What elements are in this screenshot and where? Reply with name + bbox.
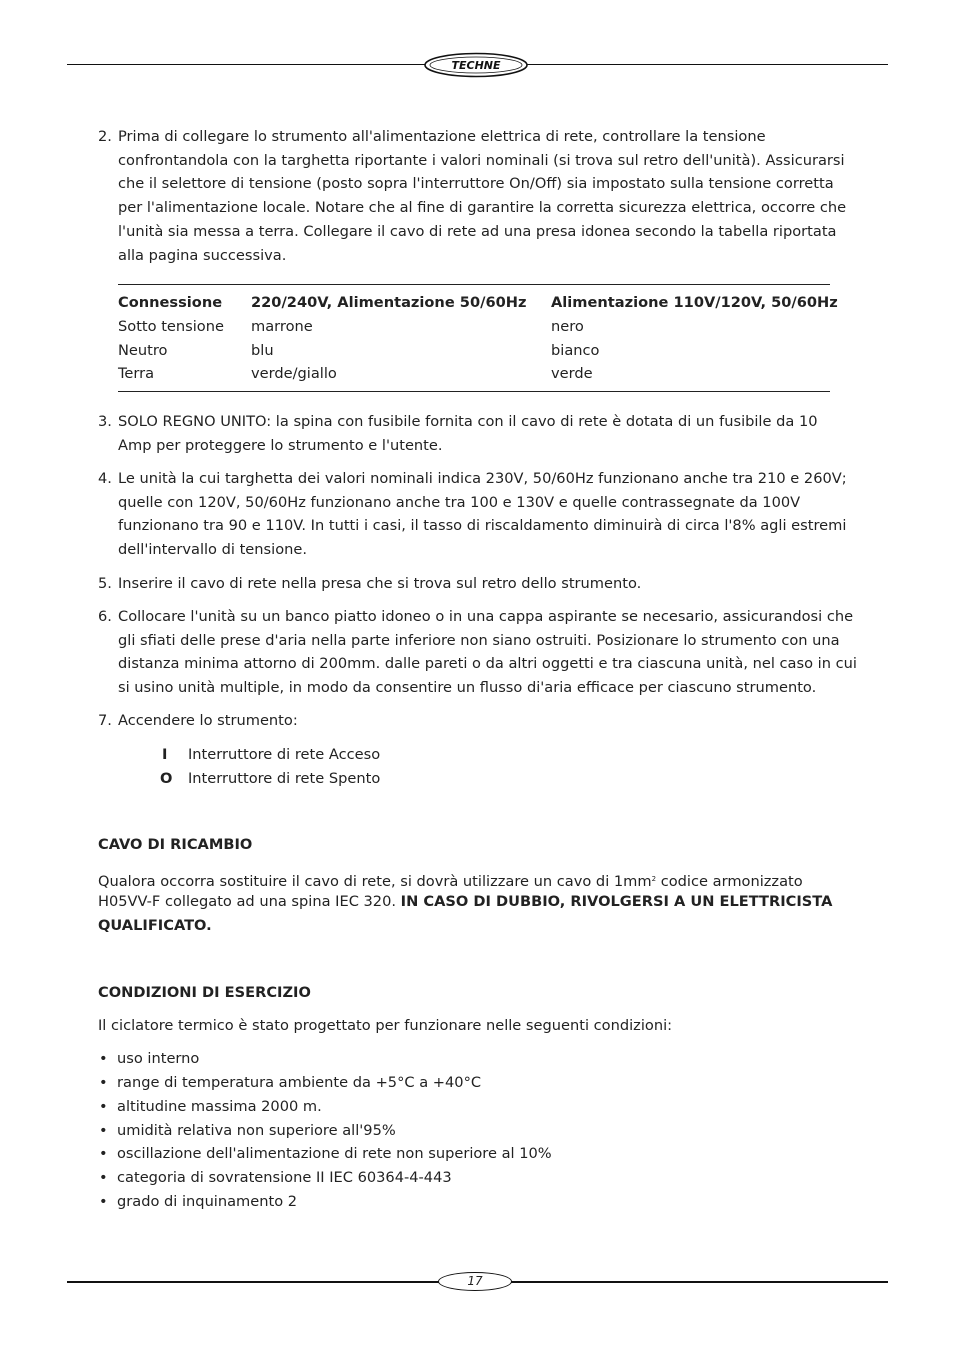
text-line: si usino unità multiple, in modo da consentire un flusso di'aria efficace per ciascuno strumento. — [118, 679, 817, 696]
page-number: 17 — [438, 1272, 512, 1291]
switch-symbol-on: I — [162, 746, 168, 763]
logo-text: TECHNE — [451, 59, 501, 72]
bullet-icon: • — [99, 1050, 108, 1067]
table-top-rule — [118, 284, 830, 285]
text-line: l'unità sia messa a terra. Collegare il cavo di rete ad una presa idonea secondo la tabella riportata — [118, 223, 837, 240]
item-number: 6. — [98, 608, 112, 625]
text-line: SOLO REGNO UNITO: la spina con fusibile fornita con il cavo di rete è dotata di un fusibile da 10 — [118, 413, 818, 430]
techne-logo — [424, 52, 528, 78]
item-number: 4. — [98, 470, 112, 487]
bullet-icon: • — [99, 1098, 108, 1115]
text-line: alla pagina successiva. — [118, 247, 287, 264]
text-line: Collocare l'unità su un banco piatto idoneo o in una cappa aspirante se necesario, assicurandosi che — [118, 608, 854, 625]
text-line: Accendere lo strumento: — [118, 712, 298, 729]
warning-text: QUALIFICATO. — [98, 917, 212, 934]
table-header-cell: 220/240V, Alimentazione 50/60Hz — [251, 294, 527, 311]
item-number: 5. — [98, 575, 112, 592]
text-line: distanza minima attorno di 200mm. dalle pareti o da altri oggetti e tra ciascuna unità, nel caso in cui — [118, 655, 857, 672]
table-cell: Neutro — [118, 342, 168, 359]
table-cell: nero — [551, 318, 584, 335]
table-cell: marrone — [251, 318, 313, 335]
section-heading: CAVO DI RICAMBIO — [98, 836, 253, 853]
text-line: Amp per proteggere lo strumento e l'utente. — [118, 437, 443, 454]
item-number: 2. — [98, 128, 112, 145]
table-cell: Sotto tensione — [118, 318, 224, 335]
text-line: H05VV-F collegato ad una spina IEC 320. IN CASO DI DUBBIO, RIVOLGERSI A UN ELETTRICISTA — [98, 893, 833, 910]
bullet-icon: • — [99, 1122, 108, 1139]
text-line: che il selettore di tensione (posto sopra l'interruttore On/Off) sia impostato sulla tensione corretta — [118, 175, 834, 192]
bullet-icon: • — [99, 1169, 108, 1186]
table-cell: Terra — [118, 365, 155, 382]
switch-label-on: Interruttore di rete Acceso — [188, 746, 381, 763]
item-number: 3. — [98, 413, 112, 430]
text-line: Qualora occorra sostituire il cavo di rete, si dovrà utilizzare un cavo di $1mm^2$ codice armonizzato — [98, 873, 803, 890]
table-bottom-rule — [118, 391, 830, 392]
warning-text: IN CASO DI DUBBIO, RIVOLGERSI A UN ELETTRICISTA — [400, 893, 833, 910]
superscript: 2 — [651, 875, 657, 883]
table-cell: blu — [251, 342, 274, 359]
bullet-icon: • — [99, 1193, 108, 1210]
bullet-icon: • — [99, 1145, 108, 1162]
text-line: confrontandola con la targhetta riportante i valori nominali (si trova sul retro dell'unità). Assicurarsi — [118, 152, 845, 169]
intro-text: Il ciclatore termico è stato progettato per funzionare nelle seguenti condizioni: — [98, 1017, 673, 1034]
text-line: dell'intervallo di tensione. — [118, 541, 307, 558]
switch-symbol-off: O — [160, 770, 173, 787]
text-line: Le unità la cui targhetta dei valori nominali indica 230V, 50/60Hz funzionano anche tra 210 e 260V; — [118, 470, 847, 487]
item-number: 7. — [98, 712, 112, 729]
text-line: gli sfiati delle prese d'aria nella parte inferiore non siano ostruiti. Posizionare lo strumento con una — [118, 632, 840, 649]
bullet-icon: • — [99, 1074, 108, 1091]
text-line: Inserire il cavo di rete nella presa che si trova sul retro dello strumento. — [118, 575, 642, 592]
table-cell: verde/giallo — [251, 365, 337, 382]
text-line: funzionano tra 90 e 110V. In tutti i casi, il tasso di riscaldamento diminuirà di circa l'8% agli estremi — [118, 517, 847, 534]
table-cell: bianco — [551, 342, 600, 359]
text-line: Prima di collegare lo strumento all'alimentazione elettrica di rete, controllare la tensione — [118, 128, 766, 145]
switch-label-off: Interruttore di rete Spento — [188, 770, 381, 787]
text-line: per l'alimentazione locale. Notare che al fine di garantire la corretta sicurezza elettrica, occorre che — [118, 199, 847, 216]
table-header-cell: Connessione — [118, 294, 223, 311]
table-cell: verde — [551, 365, 593, 382]
section-heading: CONDIZIONI DI ESERCIZIO — [98, 984, 311, 1001]
table-header-cell: Alimentazione 110V/120V, 50/60Hz — [551, 294, 838, 311]
text-line: quelle con 120V, 50/60Hz funzionano anche tra 100 e 130V e quelle contrassegnate da 100V — [118, 494, 801, 511]
